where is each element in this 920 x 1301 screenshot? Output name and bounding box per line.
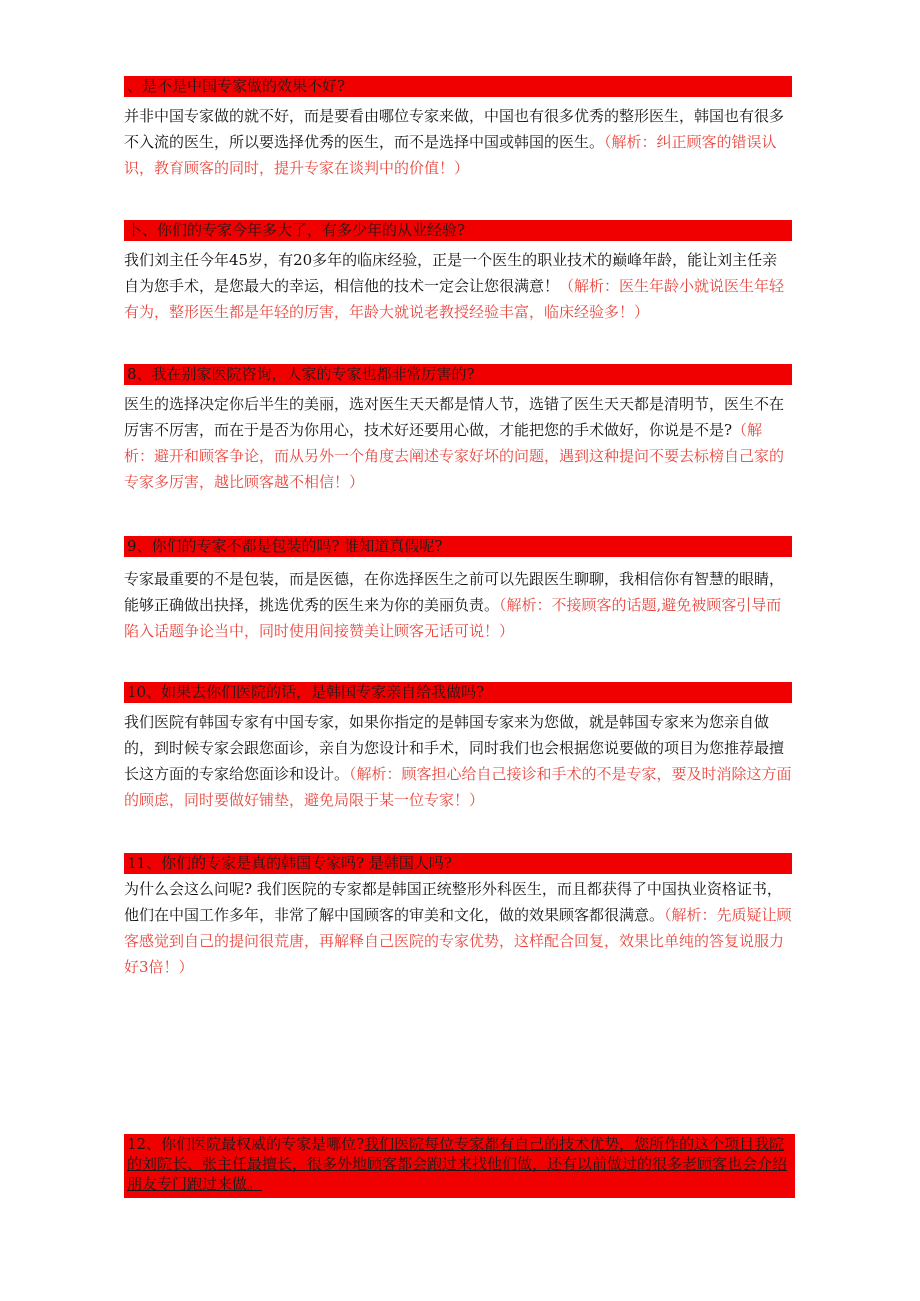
- analysis-note: （解析：不接顾客的话题,避免被顾客引导而陷入话题争论当中，同时使用间接赞美让顾客无话可说！）: [124, 596, 782, 640]
- analysis-note: （解析：避开和顾客争论，而从另外一个角度去阐述专家好坏的问题，遇到这种提问不要去标榜自己家的专家多厉害，越比顾客越不相信！）: [124, 421, 785, 491]
- qa-section-6: [124, 853, 792, 980]
- answer-paragraph: [124, 876, 792, 980]
- answer-text: 专家最重要的不是包装，而是医德，在你选择医生之前可以先跟医生聊聊，我相信你有智慧的眼睛，能够正确做出抉择，挑选优秀的医生来为你的美丽负责。: [124, 570, 785, 614]
- question-heading: 11、你们的专家是真的韩国专家吗? 是韩国人吗?: [124, 853, 792, 874]
- answer-paragraph: [124, 566, 792, 644]
- answer-text: 我们刘主任今年45岁，有20多年的临床经验，正是一个医生的职业技术的巅峰年龄，能让刘主任亲自为您手术，是您最大的幸运，相信他的技术一定会让您很满意！: [124, 251, 778, 295]
- qa-section-3: [124, 364, 792, 495]
- analysis-note: （解析：医生年龄小就说医生年轻有为，整形医生都是年轻的厉害，年龄大就说老教授经验丰富，临床经验多！）: [124, 277, 785, 321]
- answer-paragraph: [124, 709, 792, 813]
- question-heading: 卜、你们的专家今年多大了，有多少年的从业经验?: [124, 220, 792, 241]
- answer-paragraph: [124, 391, 792, 495]
- question-heading: 、是不是中国专家做的效果不好?: [124, 76, 792, 97]
- qa-section-4: [124, 536, 792, 644]
- answer-text: 医生的选择决定你后半生的美丽，选对医生天天都是情人节，选错了医生天天都是清明节，医生不在厉害不厉害，而在于是否为你用心，技术好还要用心做，才能把您的手术做好，你说是不是?: [124, 395, 785, 439]
- qa-section-2: [124, 220, 792, 325]
- qa-section-12: [124, 1134, 795, 1198]
- answer-text: 我们医院每位专家都有自己的技术优势，您所作的这个项目我院的刘院长、张主任最擅长，很多外地顾客都会跑过来找他们做，还有以前做过的很多老顾客也会介绍朋友专门跑过来做。: [127, 1135, 788, 1193]
- qa-section-1: [124, 76, 792, 181]
- analysis-note: （解析：顾客担心给自己接诊和手术的不是专家，要及时消除这方面的顾虑，同时要做好铺垫，避免局限于某一位专家！）: [124, 765, 792, 809]
- answer-paragraph: [124, 103, 792, 181]
- question-heading: 10、如果去你们医院的话，是韩国专家亲自给我做吗?: [124, 682, 792, 703]
- answer-text: 为什么会这么问呢? 我们医院的专家都是韩国正统整形外科医生，而且都获得了中国执业资格证书，他们在中国工作多年，非常了解中国顾客的审美和文化，做的效果顾客都很满意。: [124, 880, 782, 924]
- analysis-note: （解析：纠正顾客的错误认识，教育顾客的同时，提升专家在谈判中的价值！）: [124, 133, 777, 177]
- answer-text: 我们医院有韩国专家有中国专家，如果你指定的是韩国专家来为您做，就是韩国专家来为您亲自做的，到时候专家会跟您面诊，亲自为您设计和手术，同时我们也会根据您说要做的项目为您推荐最擅长这方面的专家给您面诊和设计。: [124, 713, 785, 783]
- answer-text: 并非中国专家做的就不好，而是要看由哪位专家来做，中国也有很多优秀的整形医生，韩国也有很多不入流的医生，所以要选择优秀的医生，而不是选择中国或韩国的医生。: [124, 107, 785, 151]
- qa-section-5: [124, 682, 792, 813]
- answer-paragraph: [124, 247, 792, 325]
- question-heading: 12、你们医院最权威的专家是哪位?: [127, 1135, 365, 1153]
- question-heading: 8、我在别家医院咨询，人家的专家也都非常厉害的?: [124, 364, 792, 385]
- question-heading: 9、你们的专家不都是包装的吗? 谁知道真假呢?: [124, 536, 792, 557]
- analysis-note: （解析：先质疑让顾客感觉到自己的提问很荒唐，再解释自己医院的专家优势，这样配合回复，效果比单纯的答复说服力好3倍！）: [124, 906, 792, 976]
